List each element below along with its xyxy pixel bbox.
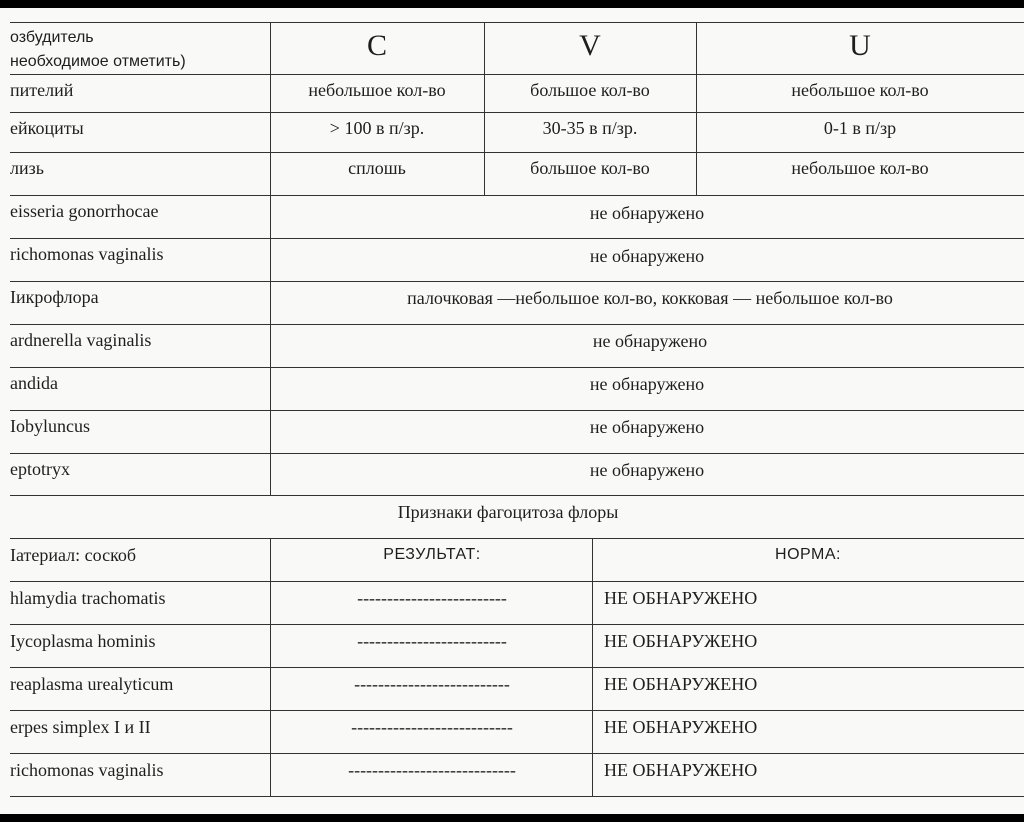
rule: [696, 22, 697, 195]
rule: [10, 152, 1024, 153]
rule: [10, 238, 1024, 239]
column-u-header: U: [849, 29, 871, 62]
row-label: Iикрофлора: [10, 287, 99, 307]
row-value: палочковая —небольшое кол-во, кокковая — небольшое кол-во: [407, 288, 893, 308]
pathogen-header-line2: необходимое отметить): [10, 53, 186, 70]
rule: [10, 324, 1024, 325]
row-label: лизь: [10, 158, 44, 178]
row-value: не обнаружено: [589, 374, 705, 394]
cell-c: сплошь: [348, 158, 406, 178]
rule: [10, 667, 1024, 668]
rule: [10, 112, 1024, 113]
rule: [10, 796, 1024, 797]
pathogen-header-line1: озбудитель: [10, 29, 94, 46]
rule: [484, 22, 485, 195]
lab-report-sheet: [0, 8, 1024, 814]
row-label: richomonas vaginalis: [10, 244, 164, 264]
rule: [10, 410, 1024, 411]
pcr-row-norm: НЕ ОБНАРУЖЕНО: [604, 760, 758, 780]
rule: [10, 74, 1024, 75]
rule: [10, 453, 1024, 454]
row-label: Iobyluncus: [10, 416, 90, 436]
cell-c: небольшое кол-во: [308, 80, 446, 100]
row-label: ейкоциты: [10, 118, 84, 138]
pcr-row-label: erpes simplex I и II: [10, 717, 151, 737]
row-value: не обнаружено: [589, 460, 705, 480]
row-value: не обнаружено: [589, 417, 705, 437]
cell-u: 0-1 в п/зр: [823, 118, 897, 138]
rule: [10, 495, 1024, 496]
pcr-row-result: -------------------------: [357, 631, 507, 651]
rule: [10, 581, 1024, 582]
pcr-row-norm: НЕ ОБНАРУЖЕНО: [604, 674, 758, 694]
norm-header: НОРМА:: [775, 546, 841, 563]
row-label: eptotryx: [10, 459, 70, 479]
row-value: не обнаружено: [589, 246, 705, 266]
pcr-row-result: ----------------------------: [348, 760, 516, 780]
cell-v: большое кол-во: [530, 158, 650, 178]
cell-v: 30-35 в п/зр.: [542, 118, 638, 138]
cell-c: > 100 в п/зр.: [329, 118, 425, 138]
pcr-row-norm: НЕ ОБНАРУЖЕНО: [604, 588, 758, 608]
cell-u: небольшое кол-во: [791, 80, 929, 100]
row-value: не обнаружено: [589, 203, 705, 223]
row-label: ardnerella vaginalis: [10, 330, 152, 350]
pcr-row-result: ---------------------------: [351, 717, 513, 737]
cell-u: небольшое кол-во: [791, 158, 929, 178]
row-value: не обнаружено: [592, 331, 708, 351]
pcr-row-result: -------------------------: [357, 588, 507, 608]
cell-v: большое кол-во: [530, 80, 650, 100]
column-v-header: V: [579, 29, 601, 62]
row-label: andida: [10, 373, 58, 393]
rule: [10, 22, 1024, 23]
row-label: пителий: [10, 80, 74, 100]
pcr-row-norm: НЕ ОБНАРУЖЕНО: [604, 717, 758, 737]
pcr-row-label: richomonas vaginalis: [10, 760, 164, 780]
row-label: eisseria gonorrhocae: [10, 201, 159, 221]
rule: [592, 538, 593, 796]
pcr-row-norm: НЕ ОБНАРУЖЕНО: [604, 631, 758, 651]
material-label: Iатериал: соскоб: [10, 545, 137, 565]
pcr-row-label: reaplasma urealyticum: [10, 674, 174, 694]
pcr-row-label: Iycoplasma hominis: [10, 631, 156, 651]
rule: [270, 538, 271, 796]
rule: [10, 624, 1024, 625]
rule: [10, 195, 1024, 196]
phagocytosis-heading: Признаки фагоцитоза флоры: [397, 502, 619, 522]
result-header: РЕЗУЛЬТАТ:: [383, 546, 481, 563]
pcr-row-result: --------------------------: [354, 674, 510, 694]
column-c-header: C: [366, 29, 388, 62]
pcr-row-label: hlamydia trachomatis: [10, 588, 166, 608]
rule: [270, 22, 271, 495]
rule: [10, 367, 1024, 368]
rule: [10, 710, 1024, 711]
rule: [10, 538, 1024, 539]
rule: [10, 753, 1024, 754]
rule: [10, 281, 1024, 282]
